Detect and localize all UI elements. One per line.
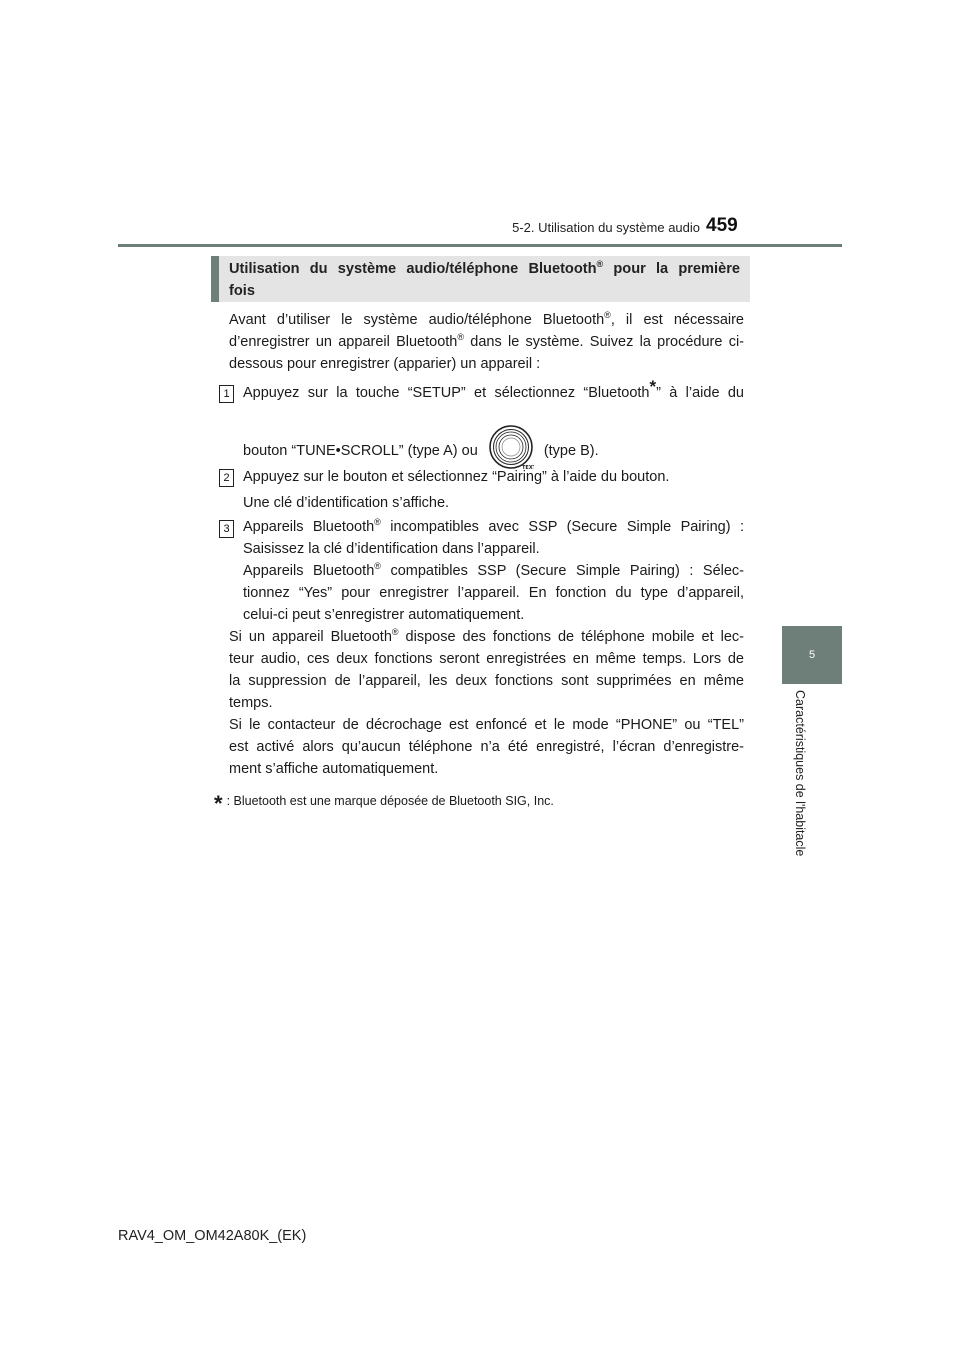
step-1-text: Appuyez sur la touche “SETUP” et sélectionnez “Bluetooth*” à l’aide du xyxy=(243,377,744,401)
step-2-number: 2 xyxy=(219,469,234,487)
note-paragraph-1: Si un appareil Bluetooth® dispose des fonctions de téléphone mobile et lec- teur audio, ces deux fonctions seront enregistrées en même temps. Lors de la suppression de l’appareil, les deux fonctions sont supprimées en même temps. xyxy=(229,627,744,711)
document-code: RAV4_OM_OM42A80K_(EK) xyxy=(118,1228,307,1244)
footnote xyxy=(214,785,754,816)
registered-mark: ® xyxy=(596,259,604,270)
chapter-tab xyxy=(782,626,842,684)
footnote-marker: * xyxy=(649,377,657,397)
step-3-text: Appareils Bluetooth® incompatibles avec SSP (Secure Simple Pairing) : Saisissez la clé d’identification dans l’appareil. Appareils Bluetooth® compatibles SSP (Secure Simple Pairing) : Sélec- tionnez “Yes” pour enregistrer l’appareil. En fonction du type d’appareil, celui-ci peut s’enregistrer automatiquement. xyxy=(243,517,745,623)
step-2-result: Une clé d’identification s’affiche. xyxy=(243,495,450,511)
page-number: 459 xyxy=(706,215,738,236)
footnote-text: : Bluetooth est une marque déposée de Bluetooth SIG, Inc. xyxy=(226,794,554,808)
header-rule xyxy=(118,244,842,247)
section-title-line1: Utilisation du système audio/téléphone Bluetooth® pour la première xyxy=(229,259,740,277)
note-paragraph-2: Si le contacteur de décrochage est enfoncé et le mode “PHONE” ou “TEL” est activé alors qu’aucun téléphone n’a été enregistré, l’écran d’enregistre- ment s’affiche automatiquement. xyxy=(229,717,744,777)
step-2-text: Appuyez sur le bouton et sélectionnez “Pairing” à l’aide du bouton. xyxy=(243,469,670,485)
step-3-number: 3 xyxy=(219,520,234,538)
knob-label: TEX xyxy=(521,465,533,470)
running-header-section: 5-2. Utilisation du système audio xyxy=(512,220,700,235)
section-title xyxy=(211,256,750,302)
tune-knob-icon xyxy=(488,424,534,470)
chapter-number: 5 xyxy=(808,649,816,661)
intro-paragraph: Avant d’utiliser le système audio/téléphone Bluetooth®, il est nécessaire d’enregistrer un appareil Bluetooth® dans le système. Suivez la procédure ci- dessous pour enregistrer (apparier) un appareil : xyxy=(229,310,744,372)
step-1-number: 1 xyxy=(219,385,234,403)
step-1-text-line2: bouton “TUNE•SCROLL” (type A) ou TEX (type B). xyxy=(243,428,744,474)
chapter-side-label: Caractéristiques de l'habitacle xyxy=(793,690,807,857)
section-title-line2: fois xyxy=(229,283,255,299)
footnote-star: * xyxy=(214,791,223,816)
